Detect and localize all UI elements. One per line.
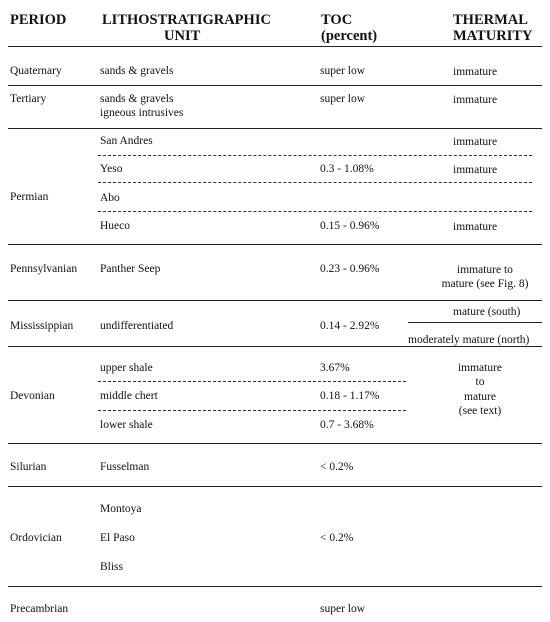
maturity-tertiary: immature [453, 94, 498, 106]
row-divider [8, 443, 542, 444]
toc-hueco: 0.15 - 0.96% [320, 220, 380, 232]
maturity-devonian-line2: to [475, 376, 485, 388]
header-period: PERIOD [10, 12, 67, 28]
unit-upper-shale: upper shale [100, 362, 153, 374]
toc-precambrian: super low [320, 603, 366, 615]
maturity-yeso: immature [453, 164, 498, 176]
toc-silurian: < 0.2% [320, 461, 354, 473]
row-divider [8, 300, 542, 301]
header-toc-line1: TOC [321, 12, 353, 28]
period-silurian: Silurian [10, 461, 47, 473]
subunit-divider [98, 211, 532, 212]
subunit-divider [98, 155, 532, 156]
row-divider [8, 586, 542, 587]
period-permian: Permian [10, 191, 49, 203]
maturity-san-andres: immature [453, 136, 498, 148]
maturity-devonian-line1: immature [457, 362, 503, 374]
period-tertiary: Tertiary [10, 93, 47, 105]
unit-tertiary-line2: igneous intrusives [100, 107, 184, 119]
header-toc-line2: (percent) [321, 28, 378, 44]
header-thermal-line1: THERMAL [453, 12, 528, 28]
unit-montoya: Montoya [100, 503, 142, 515]
toc-pennsylvanian: 0.23 - 0.96% [320, 263, 380, 275]
unit-el-paso: El Paso [100, 532, 135, 544]
toc-tertiary: super low [320, 93, 366, 105]
unit-middle-chert: middle chert [100, 390, 158, 402]
unit-san-andres: San Andres [100, 135, 153, 147]
toc-yeso: 0.3 - 1.08% [320, 163, 374, 175]
toc-quaternary: super low [320, 65, 366, 77]
maturity-divider [408, 322, 542, 323]
header-unit-line2: UNIT [164, 28, 201, 44]
unit-hueco: Hueco [100, 220, 131, 232]
header-thermal-line2: MATURITY [453, 28, 533, 44]
row-divider [8, 486, 542, 487]
period-devonian: Devonian [10, 390, 55, 402]
unit-fusselman: Fusselman [100, 461, 150, 473]
unit-panther-seep: Panther Seep [100, 263, 161, 275]
subunit-divider [98, 381, 406, 382]
unit-bliss: Bliss [100, 561, 124, 573]
maturity-hueco: immature [453, 221, 498, 233]
unit-mississippian: undifferentiated [100, 320, 174, 332]
unit-lower-shale: lower shale [100, 419, 153, 431]
period-pennsylvanian: Pennsylvanian [10, 263, 78, 275]
header-divider [8, 46, 542, 47]
period-mississippian: Mississippian [10, 320, 74, 332]
header-unit-line1: LITHOSTRATIGRAPHIC [102, 12, 271, 28]
period-quaternary: Quaternary [10, 65, 62, 77]
row-divider [8, 128, 542, 129]
period-ordovician: Ordovician [10, 532, 62, 544]
subunit-divider [98, 410, 406, 411]
period-precambrian: Precambrian [10, 603, 69, 615]
toc-mississippian: 0.14 - 2.92% [320, 320, 380, 332]
toc-ordovician: < 0.2% [320, 532, 354, 544]
row-divider [8, 244, 542, 245]
maturity-devonian-line4: (see text) [458, 405, 502, 417]
maturity-devonian-line3: mature [464, 391, 496, 403]
toc-lower-shale: 0.7 - 3.68% [320, 419, 374, 431]
maturity-quaternary: immature [453, 66, 498, 78]
unit-yeso: Yeso [100, 163, 123, 175]
maturity-pennsylvanian-line2: mature (see Fig. 8) [441, 278, 529, 290]
row-divider [8, 346, 542, 347]
maturity-pennsylvanian-line1: immature to [457, 264, 513, 276]
unit-quaternary: sands & gravels [100, 65, 174, 77]
unit-tertiary-line1: sands & gravels [100, 93, 174, 105]
maturity-mississippian-north: moderately mature (north) [408, 334, 530, 346]
toc-upper-shale: 3.67% [320, 362, 350, 374]
maturity-mississippian-south: mature (south) [453, 306, 521, 318]
toc-middle-chert: 0.18 - 1.17% [320, 390, 380, 402]
subunit-divider [98, 182, 532, 183]
row-divider [8, 85, 542, 86]
unit-abo: Abo [100, 192, 120, 204]
